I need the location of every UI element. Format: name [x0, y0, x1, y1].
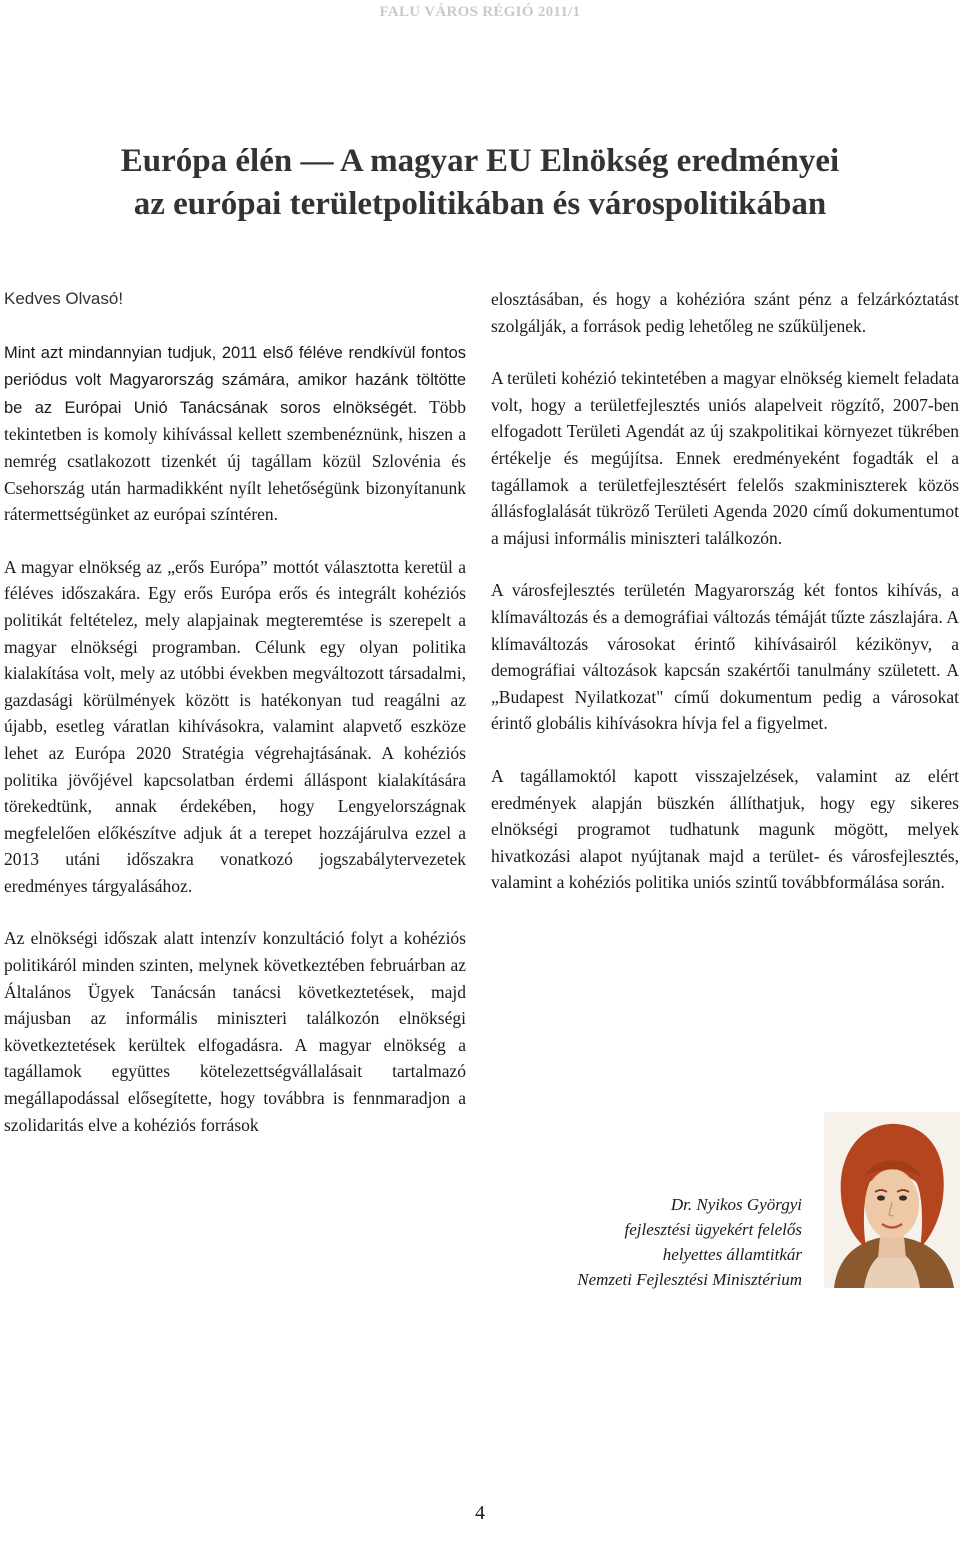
paragraph-3: Az elnökségi időszak alatt intenzív konzultáció folyt a kohéziós politikáról minden szinten, melynek következtében februárban az Általános Ügyek Tanácsán tanácsi következtetések, majd májusban az informális miniszteri találkozón elnökségi következtetések kerültek elfogadásra. A magyar elnökség a tagállamok együttes kötelezettségvállalásait tartalmazó megállapodással elősegítette, hogy továbbra is fennmaradjon a szolidaritás elve a kohéziós források: [4, 928, 466, 1135]
title-line-2: az európai területpolitikában és várospolitikában: [133, 186, 827, 222]
left-column: [4, 286, 466, 1164]
signature-name: Dr. Nyikos Györgyi: [670, 1195, 802, 1214]
signature-role-1: fejlesztési ügyekért felelős: [624, 1220, 802, 1239]
greeting: Kedves Olvasó!: [4, 289, 124, 308]
paragraph-4: elosztásában, és hogy a kohézióra szánt pénz a felzárkóztatást szolgálják, a források pedig lehetőleg ne szűküljenek.: [491, 289, 959, 336]
signature-block: [520, 1192, 802, 1292]
paragraph-1: [4, 339, 466, 528]
right-column: [491, 286, 959, 922]
signature-role-2: helyettes államtitkár: [662, 1245, 802, 1264]
paragraph-1-rest: Több tekintetben is komoly kihívással kellett szembenéznünk, hiszen a nemrég csatlakozott tizenkét új tagállam közül Szlovénia és Csehország után harmadikként nyílt lehetőségünk bizonyítanunk rátermettségünket az európai színtéren.: [4, 396, 467, 525]
paragraph-1-intro: Mint azt mindannyian tudjuk, 2011 első féléve rendkívül fontos periódus volt Magyarország számára, amikor hazánk töltötte be az Európai Unió Tanácsának soros elnökségét.: [4, 343, 466, 417]
signature-organization: Nemzeti Fejlesztési Minisztérium: [577, 1270, 802, 1289]
running-header: FALU VÁROS RÉGIÓ 2011/1: [379, 4, 581, 20]
paragraph-5: A területi kohézió tekintetében a magyar elnökség kiemelt feladata volt, hogy a területfejlesztés uniós alapelveit rögzítő, 2007-ben elfogadott Területi Agendát az új szakpolitikai környezet tükrében értékelje és megújítsa. Ennek eredményeként fogadták el a tagállamok a területfejlesztésért felelős szakminiszterek közös állásfoglalását tükröző Területi Agenda 2020 című dokumentumot a májusi informális miniszteri találkozón.: [491, 368, 959, 548]
article-title: [0, 140, 960, 226]
paragraph-2: A magyar elnökség az „erős Európa” mottót választotta keretül a féléves időszakára. Egy erős Európa erős és integrált kohéziós politikát feltételez, mely alapjainak megteremtése is szerepelt a magyar elnökségi programban. Célunk egy olyan politika kialakítása volt, mely az utóbbi években megváltozott társadalmi, gazdasági körülmények között is hatékonyan tud reagálni az újabb, esetleg váratlan kihívásokra, valamint alapvető eszköze lehet az Európa 2020 Stratégia végrehajtásának. A kohéziós politika jövőjével kapcsolatban érdemi álláspont kialakítására törekedtünk, annak érdekében, hogy Lengyelországnak megfelelően előkészítve adjuk át a terepet hozzájárulva ezzel a 2013 utáni időszakra vonatkozó jogszabálytervezetek eredményes tárgyalásához.: [4, 556, 466, 896]
author-portrait: [824, 1112, 960, 1288]
page-number: 4: [475, 1502, 485, 1524]
title-line-1: Európa élén — A magyar EU Elnökség eredményei: [120, 143, 840, 179]
paragraph-7: A tagállamoktól kapott visszajelzések, valamint az elért eredmények alapján büszkén állíthatjuk, hogy egy sikeres elnökségi programot tudhatunk magunk mögött, melyek hivatkozási alapot nyújtanak majd a terület- és városfejlesztés, valamint a kohéziós politika uniós szintű továbbformálása során.: [491, 765, 959, 893]
paragraph-6: A városfejlesztés területén Magyarország két fontos kihívás, a klímaváltozás és a demográfiai változás témáját tűzte zászlajára. A klímaváltozás városokat érintő kihívásairól kézikönyv, a demográfiai változások kapcsán szakértői tanulmány született. A „Budapest Nyilatkozat" című dokumentum pedig a városokat érintő globális kihívásokra hívja fel a figyelmet.: [491, 580, 959, 734]
portrait-illustration: [824, 1112, 960, 1288]
